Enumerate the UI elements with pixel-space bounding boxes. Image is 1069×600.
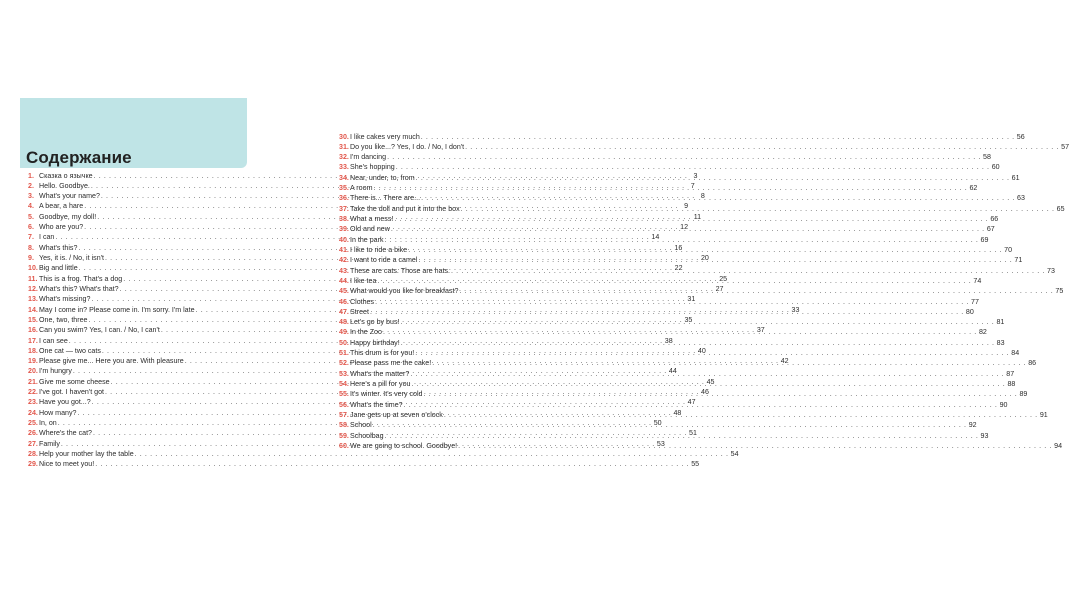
toc-dot-leader: [416, 173, 1010, 183]
toc-entry-page: 92: [968, 421, 977, 430]
toc-entry-page: 75: [1055, 287, 1064, 296]
toc-entry-page: 90: [999, 400, 1008, 409]
toc-entry-title: Do you like...? Yes, I do. / No, I don't: [350, 142, 465, 151]
toc-dot-leader: [465, 142, 1059, 152]
toc-entry-title: One, two, three: [39, 315, 88, 324]
toc-dot-leader: [385, 431, 979, 441]
toc-entry-page: 94: [1054, 441, 1063, 450]
toc-entry-title: Who are you?: [39, 223, 84, 232]
toc-dot-leader: [412, 379, 1006, 389]
toc-entry-page: 82: [978, 328, 987, 337]
toc-entry-number: 3.: [28, 192, 34, 201]
toc-entry-page: 22: [674, 264, 683, 273]
toc-entry-title: Big and little: [39, 264, 78, 273]
toc-dot-leader: [404, 400, 998, 410]
toc-dot-leader: [391, 224, 985, 234]
toc-entry-number: 20.: [28, 367, 38, 376]
toc-entry-number: 14.: [28, 305, 38, 314]
toc-entry-title: Near, under, to, from: [350, 173, 415, 182]
toc-entry-number: 34.: [339, 173, 349, 182]
toc-entry-number: 35.: [339, 184, 349, 193]
toc-dot-leader: [432, 358, 1026, 368]
toc-dot-leader: [459, 286, 1053, 296]
toc-dot-leader: [370, 307, 964, 317]
toc-entry-page: 80: [965, 307, 974, 316]
toc-entry-title: One cat — two cats: [39, 346, 101, 355]
toc-entry-page: 54: [730, 449, 739, 458]
toc-entry-title: There is... There are...: [350, 194, 421, 203]
toc-entry-number: 10.: [28, 264, 38, 273]
toc-entry-title: In, on: [39, 419, 57, 427]
toc-entry-page: 35: [684, 315, 693, 324]
toc-dot-leader: [385, 235, 979, 245]
toc-entry-title: What's your name?: [39, 192, 100, 201]
toc-entry-number: 36.: [339, 194, 349, 203]
toc-entry-page: 88: [1007, 380, 1016, 388]
toc-entry-number: 50.: [339, 338, 349, 347]
toc-entry-page: 31: [687, 295, 696, 304]
toc-dot-leader: [458, 441, 1052, 451]
toc-entry-page: 66: [990, 215, 999, 223]
toc-entry-number: 4.: [28, 202, 34, 211]
toc-entry-page: 33: [791, 305, 800, 314]
toc-entry-number: 29.: [28, 460, 38, 469]
toc-entry-title: Jane gets up at seven o'clock: [350, 410, 443, 419]
toc-entry: [28, 459, 700, 469]
toc-entry-page: 67: [986, 225, 995, 234]
toc-entry-title: A bear, a hare: [39, 202, 84, 211]
toc-entry-title: May I come in? Please come in. I'm sorry. I'm late: [39, 305, 195, 314]
toc-entry: [339, 162, 1000, 172]
toc-entry-page: 50: [653, 419, 662, 427]
toc-dot-leader: [444, 410, 1038, 420]
toc-entry-number: 11.: [28, 274, 38, 283]
toc-dot-leader: [394, 214, 988, 224]
toc-entry-title: A room: [350, 184, 373, 193]
toc-entry-page: 12: [680, 223, 689, 232]
toc-entry-title: What would you like for breakfast?: [350, 287, 459, 296]
toc-entry-number: 15.: [28, 315, 38, 324]
toc-entry-page: 77: [971, 297, 979, 306]
toc-entry-page: 84: [1011, 349, 1020, 358]
toc-entry-title: This is a frog. That's a dog: [39, 274, 123, 283]
toc-entry-number: 56.: [339, 400, 349, 409]
toc-entry-page: 56: [1016, 132, 1025, 141]
toc-entry-title: Nice to meet you!: [39, 460, 95, 469]
toc-entry-title: What's this?: [39, 243, 78, 252]
toc-entry-page: 16: [674, 243, 683, 252]
toc-entry-number: 5.: [28, 212, 34, 221]
toc-entry-page: 70: [1004, 245, 1013, 254]
toc-entry-number: 54.: [339, 380, 349, 388]
toc-entry-number: 51.: [339, 349, 349, 358]
toc-entry-title: Hello. Goodbye.: [39, 181, 90, 190]
toc-entry-title: This drum is for you!: [350, 349, 415, 358]
toc-entry-page: 74: [973, 276, 982, 285]
toc-entry-title: I'm hungry: [39, 367, 72, 376]
toc-entry-number: 43.: [339, 266, 349, 275]
toc-entry-page: 3: [693, 171, 698, 180]
toc-entry-page: 63: [1017, 194, 1025, 203]
toc-dot-leader: [387, 152, 981, 162]
toc-entry-page: 73: [1047, 266, 1055, 275]
toc-entry-title: It's winter. It's very cold: [350, 390, 423, 399]
toc-entry-page: 38: [664, 336, 673, 345]
toc-entry-title: Сказка о язычке: [39, 171, 93, 180]
toc-dot-leader: [373, 183, 967, 193]
toc-entry-number: 18.: [28, 346, 38, 355]
toc-entry-title: What a mess!: [350, 215, 394, 223]
toc-entry-page: 86: [1028, 359, 1037, 368]
toc-dot-leader: [451, 266, 1045, 276]
toc-entry-title: What's the matter?: [350, 369, 410, 378]
toc-entry-page: 14: [651, 233, 660, 242]
toc-entry-number: 16.: [28, 326, 38, 335]
toc-entry-number: 55.: [339, 390, 349, 399]
toc-entry-number: 49.: [339, 328, 349, 337]
toc-entry-title: Old and new: [350, 225, 390, 234]
toc-entry-number: 1.: [28, 171, 34, 180]
toc-dot-leader: [408, 245, 1002, 255]
toc-dot-leader: [383, 327, 977, 337]
toc-dot-leader: [373, 420, 967, 430]
toc-entry-page: 51: [689, 429, 697, 438]
toc-entry-title: Schoolbag: [350, 431, 384, 440]
toc-entry-number: 7.: [28, 233, 34, 242]
toc-entry-title: I can see: [39, 336, 68, 345]
toc-entry-page: 55: [691, 460, 700, 469]
toc-entry-page: 53: [656, 439, 665, 448]
toc-entry-page: 25: [719, 274, 728, 283]
toc-entry-title: What's the time?: [350, 400, 403, 409]
toc-entry-number: 17.: [28, 336, 38, 345]
toc-entry-number: 27.: [28, 439, 38, 448]
toc-entry-title: What's this? What's that?: [39, 284, 119, 293]
toc-entry: [339, 152, 991, 162]
toc-entry-page: 11: [693, 212, 702, 221]
toc-entry-page: 8: [700, 192, 705, 201]
toc-entry-number: 31.: [339, 142, 349, 151]
toc-entry-number: 9.: [28, 254, 34, 262]
toc-entry-number: 2.: [28, 181, 34, 190]
toc-entry-title: I can: [39, 233, 55, 242]
toc-entry-number: 47.: [339, 307, 349, 316]
toc-entry-page: 45: [706, 377, 715, 386]
toc-entry-number: 19.: [28, 357, 38, 366]
toc-entry-number: 23.: [28, 398, 38, 407]
toc-entry-number: 44.: [339, 276, 349, 285]
toc-entry-page: 61: [1011, 173, 1020, 182]
toc-entry-number: 40.: [339, 235, 349, 244]
toc-entry-title: Can you swim? Yes, I can. / No, I can't: [39, 326, 160, 335]
toc-entry-title: Clothes: [350, 297, 375, 306]
toc-dot-leader: [396, 162, 990, 172]
toc-entry-title: Give me some cheese: [39, 377, 110, 386]
toc-entry-title: She's hopping: [350, 163, 395, 172]
toc-entry-title: In the Zoo: [350, 328, 382, 337]
toc-entry-number: 59.: [339, 431, 349, 440]
toc-entry-title: Please pass me the cake!: [350, 359, 432, 368]
toc-dot-leader: [415, 348, 1009, 358]
toc-entry-title: Take the doll and put it into the box: [350, 204, 460, 213]
toc-dot-leader: [421, 132, 1015, 142]
toc-entry: [28, 449, 739, 459]
toc-entry-title: I want to ride a camel: [350, 256, 418, 265]
toc-entry-title: I'm dancing: [350, 153, 387, 162]
toc-entry-title: We are going to school. Goodbye!: [350, 441, 458, 450]
toc-entry-number: 60.: [339, 441, 349, 450]
toc-entry-number: 37.: [339, 204, 349, 213]
toc-entry: [339, 193, 1025, 203]
toc-entry-title: I like cakes very much: [350, 132, 420, 141]
toc-entry-page: 57: [1061, 142, 1069, 151]
toc-entry: [339, 142, 1069, 152]
toc-entry-title: Here's a pill for you: [350, 380, 411, 388]
toc-entry-page: 47: [687, 398, 696, 407]
toc-entry-page: 69: [980, 235, 989, 244]
toc-entry-number: 28.: [28, 449, 38, 458]
toc-entry-title: I like tea: [350, 276, 377, 285]
toc-entry-page: 27: [715, 284, 724, 293]
toc-entry-number: 38.: [339, 215, 349, 223]
toc-entry-page: 71: [1014, 256, 1023, 265]
toc-entry-page: 42: [780, 357, 789, 366]
toc-entry-number: 46.: [339, 297, 349, 306]
toc-entry-number: 8.: [28, 243, 34, 252]
page-title: Содержание: [26, 148, 132, 167]
toc-entry-number: 48.: [339, 318, 349, 327]
toc-dot-leader: [410, 369, 1004, 379]
toc-dot-leader: [401, 338, 995, 348]
toc-entry-title: Please give me... Here you are. With pleasure: [39, 357, 184, 366]
toc-entry-title: Street: [350, 307, 369, 316]
toc-entry-title: Yes, it is. / No, it isn't: [39, 254, 104, 262]
toc-dot-leader: [375, 297, 969, 307]
toc-entry-title: School: [350, 421, 372, 430]
toc-entry-title: Happy birthday!: [350, 338, 400, 347]
toc-entry-number: 26.: [28, 429, 38, 438]
toc-entry-page: 81: [996, 318, 1005, 327]
toc-entry-number: 45.: [339, 287, 349, 296]
toc-entry-page: 37: [756, 326, 765, 335]
toc-entry-number: 33.: [339, 163, 349, 172]
toc-entry-number: 25.: [28, 419, 38, 427]
toc-entry-number: 21.: [28, 377, 38, 386]
toc-entry-title: These are cats. Those are hats.: [350, 266, 451, 275]
toc-entry-title: Where's the cat?: [39, 429, 93, 438]
toc-entry-page: 83: [996, 338, 1005, 347]
toc-entry-title: I've got. I haven't got: [39, 388, 105, 397]
toc-dot-leader: [418, 255, 1012, 265]
toc-entry-page: 44: [668, 367, 677, 376]
toc-entry-title: Have you got...?: [39, 398, 91, 407]
toc-entry-page: 60: [991, 163, 1000, 172]
toc-entry-page: 9: [684, 202, 689, 211]
toc-dot-leader: [377, 276, 971, 286]
toc-entry-page: 7: [690, 181, 695, 190]
toc-entry: [339, 183, 978, 193]
toc-entry-title: Family: [39, 439, 60, 448]
toc-entry-title: I like to ride a bike: [350, 245, 408, 254]
toc-entry-number: 12.: [28, 284, 38, 293]
toc-entry-page: 20: [700, 254, 709, 262]
toc-entry-title: Goodbye, my doll!: [39, 212, 97, 221]
toc-entry-number: 39.: [339, 225, 349, 234]
toc-entry-number: 30.: [339, 132, 349, 141]
toc-entry-number: 57.: [339, 410, 349, 419]
toc-entry-number: 32.: [339, 153, 349, 162]
toc-entry-number: 24.: [28, 408, 38, 417]
toc-entry-page: 91: [1039, 410, 1048, 419]
toc-entry-number: 22.: [28, 388, 38, 397]
toc-dot-leader: [400, 317, 994, 327]
toc-entry-title: Let's go by bus!: [350, 318, 400, 327]
toc-entry-title: Help your mother lay the table: [39, 449, 134, 458]
toc-entry-number: 58.: [339, 421, 349, 430]
toc-dot-leader: [421, 193, 1015, 203]
toc-entry-page: 46: [701, 388, 709, 397]
toc-entry-page: 58: [983, 153, 991, 162]
toc-entry: [339, 132, 1025, 142]
toc-entry-number: 42.: [339, 256, 349, 265]
toc-entry-page: 65: [1056, 204, 1065, 213]
toc-entry-number: 41.: [339, 245, 349, 254]
toc-entry-number: 13.: [28, 295, 38, 304]
toc-entry-page: 40: [697, 346, 706, 355]
toc-dot-leader: [461, 204, 1055, 214]
toc-entry-title: In the park: [350, 235, 384, 244]
toc-entry-title: What's missing?: [39, 295, 91, 304]
toc-entry-number: 6.: [28, 223, 34, 232]
toc-entry-page: 89: [1019, 390, 1028, 399]
toc-entry-page: 87: [1006, 369, 1015, 378]
toc-entry: [339, 173, 1020, 183]
toc-entry-title: How many?: [39, 408, 77, 417]
toc-entry-page: 48: [673, 408, 682, 417]
toc-entry-page: 93: [980, 431, 989, 440]
toc-entry-number: 53.: [339, 369, 349, 378]
toc-entry-page: 62: [969, 184, 978, 193]
toc-entry: [339, 204, 1065, 214]
toc-dot-leader: [424, 389, 1018, 399]
toc-dot-leader: [95, 459, 689, 469]
toc-entry-number: 52.: [339, 359, 349, 368]
